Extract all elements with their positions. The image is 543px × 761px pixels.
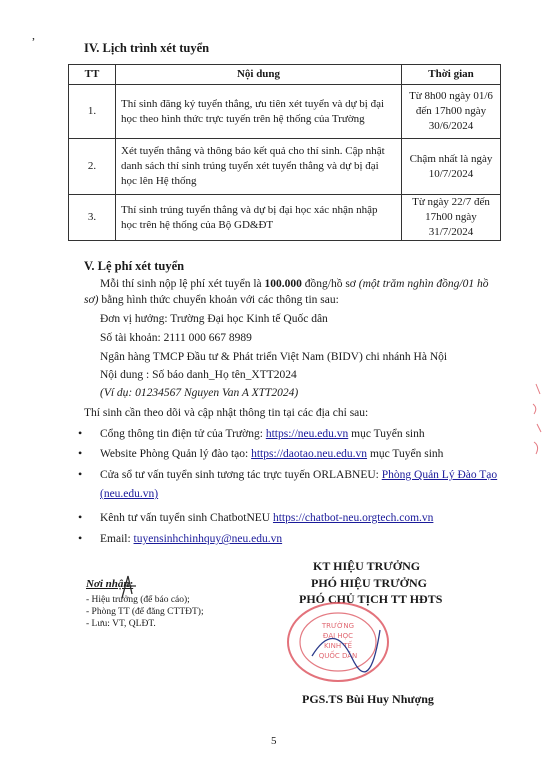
table-header-row [69, 65, 501, 85]
fee-amount: 100.000 [264, 278, 302, 290]
recipient-line: - Lưu: VT, QLĐT. [86, 619, 156, 629]
memo-example: (Ví dụ: 01234567 Nguyen Van A XTT2024) [100, 387, 299, 399]
window-label: Cửa sổ tư vấn tuyển sinh tương tác trực tuyến ORLABNEU: [100, 469, 382, 481]
beneficiary: Đơn vị hưởng: Trường Đại học Kinh tế Quốc dân [100, 313, 328, 325]
portal-suffix: mục Tuyển sinh [348, 428, 425, 440]
row-number: 1. [69, 85, 116, 139]
row-content: Thí sinh trúng tuyển thẳng và dự bị đại học xác nhận nhập học trên hệ thống của Bộ GD&ĐT [116, 195, 402, 241]
svg-text:TRƯỜNG: TRƯỜNG [321, 622, 355, 630]
row-time: Chậm nhất là ngày 10/7/2024 [402, 139, 501, 195]
bullet-icon: • [78, 446, 83, 460]
recipients-heading: Nơi nhận: [86, 578, 134, 590]
signature-line2: PHÓ HIỆU TRƯỞNG [311, 576, 428, 590]
col-tt-header: TT [69, 65, 116, 85]
page-number: 5 [271, 735, 277, 747]
table-row [69, 85, 501, 139]
svg-text:KINH TẾ: KINH TẾ [323, 642, 353, 650]
training-label: Website Phòng Quản lý đào tạo: [100, 448, 252, 460]
list-item-chatbot [100, 510, 433, 526]
transfer-memo: Nội dung : Số báo danh_Họ tên_XTT2024 [100, 369, 297, 381]
window-link[interactable]: Phòng Quản Lý Đào Tạo [381, 469, 498, 481]
row-time: Từ 8h00 ngày 01/6 đến 17h00 ngày 30/6/2024 [402, 85, 501, 139]
recipient-line: - Phòng TT (để đăng CTTĐT); [86, 607, 204, 617]
bullet-icon: • [78, 426, 83, 440]
signatory-name: PGS.TS Bùi Huy Nhượng [302, 692, 434, 706]
signature-line3: PHÓ CHỦ TỊCH TT HĐTS [299, 592, 443, 606]
table-row [69, 139, 501, 195]
table-row [69, 195, 501, 241]
fee-paragraph-line1 [100, 276, 488, 292]
schedule-table [68, 64, 501, 241]
row-content: Xét tuyển thẳng và thông báo kết quả cho thí sinh. Cập nhật danh sách thí sinh trúng tuyển xét tuyển thẳng và dự bị đại học lên Hệ thống [116, 139, 402, 195]
recipient-line: - Hiệu trưởng (để báo cáo); [86, 595, 190, 605]
fee-unit: đồng/hồ sơ [301, 278, 359, 290]
chatbot-label: Kênh tư vấn tuyển sinh ChatbotNEU [100, 512, 273, 524]
svg-text:ĐẠI HỌC: ĐẠI HỌC [322, 632, 354, 640]
window-link-domain[interactable]: (neu.edu.vn) [100, 488, 159, 500]
signature-line1: KT HIỆU TRƯỞNG [313, 559, 421, 573]
row-content: Thí sinh đăng ký tuyển thẳng, ưu tiên xét tuyển và dự bị đại học theo hình thức trực tuyến trên hệ thống của Trường [116, 85, 402, 139]
section-v-heading: V. Lệ phí xét tuyển [84, 259, 185, 273]
list-item-portal [100, 426, 425, 442]
bullet-icon: • [78, 510, 83, 524]
fee-text: Mỗi thí sinh nộp lệ phí xét tuyển là [100, 278, 265, 290]
fee-in-words: (một trăm nghìn đồng/01 hồ [358, 278, 489, 290]
portal-link[interactable]: https://neu.edu.vn [265, 428, 349, 440]
list-item-training [100, 446, 443, 462]
bullet-icon: • [78, 531, 83, 545]
section-iv-heading: IV. Lịch trình xét tuyển [84, 41, 210, 55]
fee-paragraph-line2 [84, 292, 339, 308]
email-link[interactable]: tuyensinhchinhquy@neu.edu.vn [133, 533, 283, 545]
col-time-header: Thời gian [402, 65, 501, 85]
col-content-header: Nội dung [116, 65, 402, 85]
list-item-window-cont [100, 486, 158, 502]
bullet-icon: • [78, 467, 83, 481]
row-number: 3. [69, 195, 116, 241]
corner-mark: , [32, 28, 35, 42]
chatbot-link[interactable]: https://chatbot-neu.orgtech.com.vn [272, 512, 434, 524]
initial-mark-icon [118, 572, 142, 602]
bank-name: Ngân hàng TMCP Đầu tư & Phát triển Việt Nam (BIDV) chi nhánh Hà Nội [100, 351, 448, 363]
svg-text:QUỐC DÂN: QUỐC DÂN [318, 652, 358, 660]
fee-in-words-end: sơ) [84, 294, 99, 306]
fee-method: bằng hình thức chuyển khoản với các thông tin sau: [98, 294, 339, 306]
portal-label: Cổng thông tin điện tử của Trường: [100, 428, 266, 440]
account-number: Số tài khoản: 2111 000 667 8989 [100, 332, 252, 344]
official-seal-icon [282, 600, 394, 684]
follow-instruction: Thí sinh cần theo dõi và cập nhật thông tin tại các địa chỉ sau: [84, 407, 369, 419]
training-suffix: mục Tuyển sinh [367, 448, 444, 460]
list-item-email [100, 531, 282, 547]
email-label: Email: [100, 533, 134, 545]
training-link[interactable]: https://daotao.neu.edu.vn [251, 448, 368, 460]
row-time: Từ ngày 22/7 đến 17h00 ngày 31/7/2024 [402, 195, 501, 241]
list-item-window [100, 467, 497, 483]
row-number: 2. [69, 139, 116, 195]
margin-stamp-icon [530, 380, 543, 470]
